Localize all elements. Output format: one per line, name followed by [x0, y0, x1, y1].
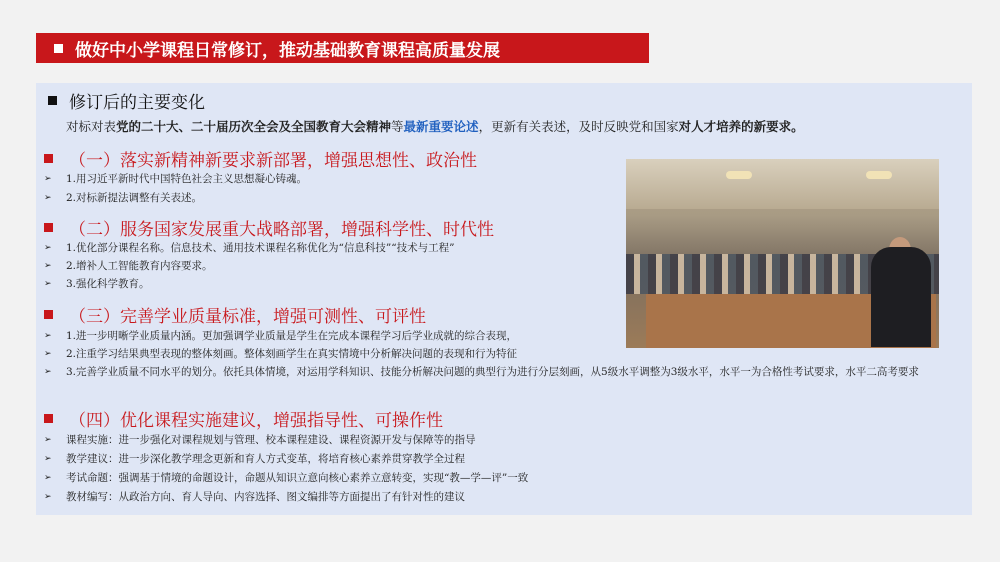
arrow-icon: ➢ [44, 243, 52, 253]
arrow-icon: ➢ [44, 279, 52, 289]
list-item [44, 172, 307, 187]
intro-bold: 党的二十大、二十届历次全会及全国教育大会精神 [116, 119, 392, 134]
list-item [44, 365, 964, 380]
list-item [44, 259, 213, 274]
list-item-text: 教材编写：从政治方向、育人导向、内容选择、图文编排等方面提出了有针对性的建议 [66, 491, 465, 503]
list-item [44, 490, 465, 505]
list-item-text: 考试命题：强调基于情境的命题设计，命题从知识立意向核心素养立意转变，实现“教—学—评”一致 [66, 472, 529, 484]
list-item [44, 433, 476, 448]
photo-person [871, 247, 931, 347]
chandelier-icon [866, 171, 892, 179]
arrow-icon: ➢ [44, 454, 52, 464]
intro-part: 等 [391, 119, 404, 134]
section-heading-1 [44, 146, 477, 171]
list-item [44, 241, 455, 256]
list-item-text: 1.进一步明晰学业质量内涵。更加强调学业质量是学生在完成本课程学习后学业成就的综合表现， [66, 330, 518, 342]
section-heading-2 [44, 215, 494, 240]
arrow-icon: ➢ [44, 331, 52, 341]
arrow-icon: ➢ [44, 174, 52, 184]
arrow-icon: ➢ [44, 367, 52, 377]
list-item-text: 2.增补人工智能教育内容要求。 [66, 260, 213, 272]
list-item-text: 3.强化科学教育。 [66, 278, 150, 290]
section-bullet-icon [44, 154, 53, 163]
title-bar [36, 33, 649, 63]
subhead-text: 修订后的主要变化 [69, 93, 205, 113]
intro-part: 对标对表 [66, 119, 117, 134]
subhead-bullet-icon [48, 96, 57, 105]
list-item [44, 452, 465, 467]
subhead [48, 88, 205, 113]
section-heading-3 [44, 302, 426, 327]
list-item-text: 3.完善学业质量不同水平的划分。依托具体情境，对运用学科知识、技能分析解决问题的典型行为进行分层刻画，从5级水平调整为3级水平，水平一为合格性考试要求，水平二高考要求 [66, 366, 919, 378]
list-item-text: 1.用习近平新时代中国特色社会主义思想凝心铸魂。 [66, 173, 308, 185]
list-item-text: 2.注重学习结果典型表现的整体刻画。整体刻画学生在真实情境中分析解决问题的表现和行为特征 [66, 348, 518, 360]
list-item-text: 1.优化部分课程名称。信息技术、通用技术课程名称优化为“信息科技”“技术与工程” [66, 242, 455, 254]
intro-text [66, 117, 804, 135]
list-item [44, 347, 604, 362]
section-bullet-icon [44, 414, 53, 423]
section-heading-4 [44, 406, 443, 431]
arrow-icon: ➢ [44, 349, 52, 359]
list-item-text: 教学建议：进一步深化教学理念更新和育人方式变革，将培育核心素养贯穿教学全过程 [66, 453, 465, 465]
arrow-icon: ➢ [44, 193, 52, 203]
photo-ceiling [626, 159, 939, 209]
intro-highlight: 最新重要论述 [403, 119, 479, 134]
section-heading-text: （四）优化课程实施建议，增强指导性、可操作性 [69, 411, 443, 431]
list-item [44, 471, 528, 486]
section-bullet-icon [44, 223, 53, 232]
arrow-icon: ➢ [44, 435, 52, 445]
section-heading-text: （一）落实新精神新要求新部署，增强思想性、政治性 [69, 151, 477, 171]
section-bullet-icon [44, 310, 53, 319]
intro-part: ，更新有关表述，及时反映党和国家 [478, 119, 679, 134]
list-item [44, 191, 202, 206]
section-heading-text: （二）服务国家发展重大战略部署，增强科学性、时代性 [69, 220, 494, 240]
list-item [44, 329, 604, 344]
arrow-icon: ➢ [44, 492, 52, 502]
title-bullet-icon [54, 44, 63, 53]
page-title: 做好中小学课程日常修订，推动基础教育课程高质量发展 [75, 40, 500, 61]
arrow-icon: ➢ [44, 261, 52, 271]
conference-photo [626, 159, 939, 348]
arrow-icon: ➢ [44, 473, 52, 483]
section-heading-text: （三）完善学业质量标准，增强可测性、可评性 [69, 307, 426, 327]
chandelier-icon [726, 171, 752, 179]
list-item-text: 课程实施：进一步强化对课程规划与管理、校本课程建设、课程资源开发与保障等的指导 [66, 434, 476, 446]
intro-bold: 对人才培养的新要求。 [678, 119, 804, 134]
list-item-text: 2.对标新提法调整有关表述。 [66, 192, 203, 204]
list-item [44, 277, 150, 292]
